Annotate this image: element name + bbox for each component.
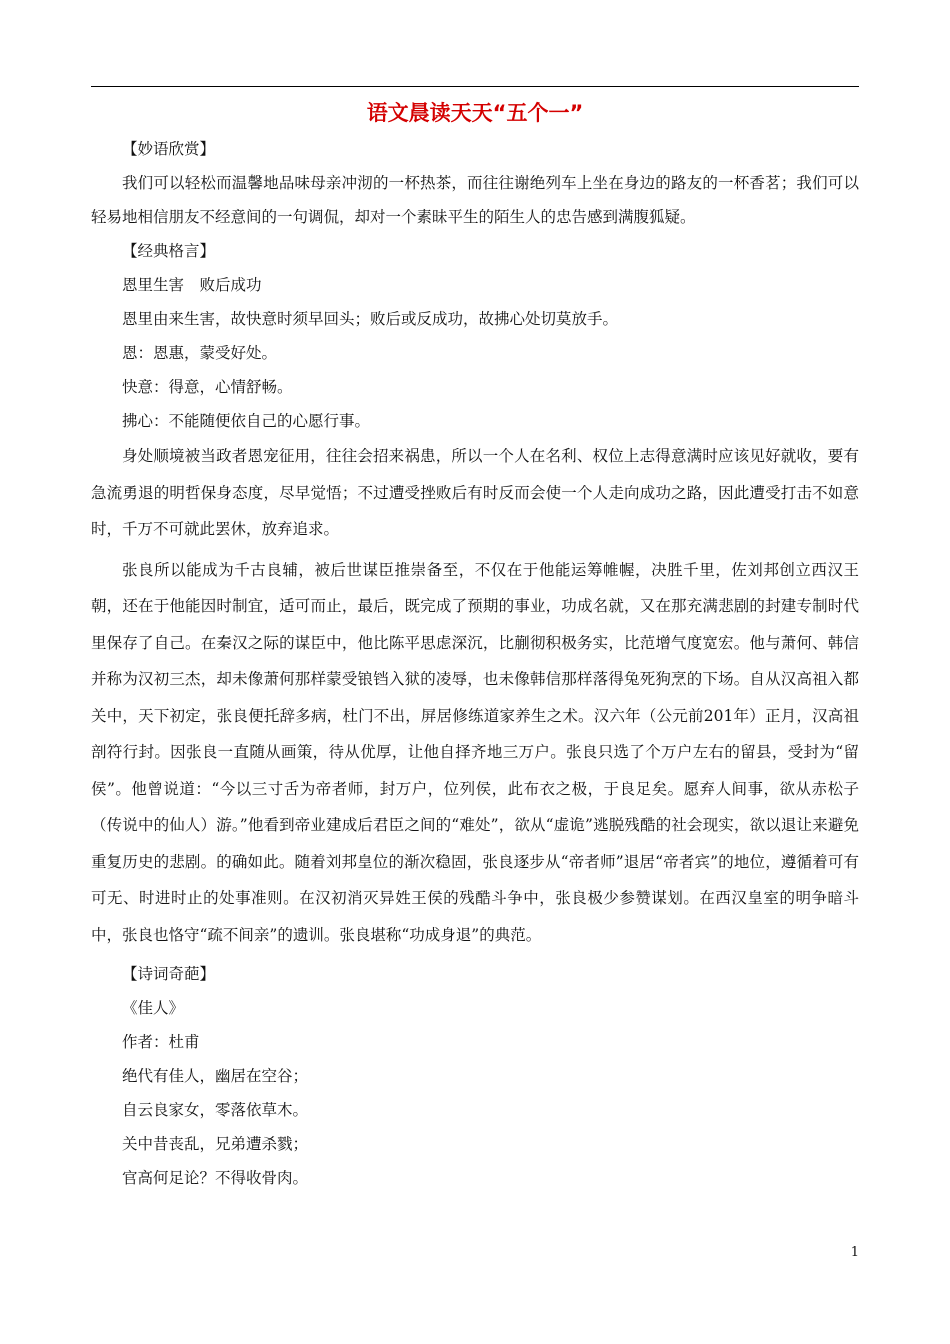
geyan-line: 快意：得意，心情舒畅。 <box>122 378 293 396</box>
section-heading-geyan: 【经典格言】 <box>122 242 216 260</box>
geyan-line: 恩里由来生害，故快意时须早回头；败后或反成功，故拂心处切莫放手。 <box>122 310 619 328</box>
miaoyu-paragraph: 我们可以轻松而温馨地品味母亲冲沏的一杯热茶，而往往谢绝列车上坐在身边的路友的一杯香茗；我们可以轻易地相信朋友不经意间的一句调侃，却对一个素昧平生的陌生人的忠告感到满腹狐疑。 <box>91 174 859 226</box>
section-heading-shici: 【诗词奇葩】 <box>122 965 216 983</box>
geyan-paragraph-1: 身处顺境被当政者恩宠征用，往往会招来祸患，所以一个人在名利、权位上志得意满时应该见好就收，要有急流勇退的明哲保身态度，尽早觉悟；不过遭受挫败后有时反而会使一个人走向成功之路，因此遭受打击不如意时，千万不可就此罢休，放弃追求。 <box>91 447 859 538</box>
geyan-paragraph-2: 张良所以能成为千古良辅，被后世谋臣推崇备至，不仅在于他能运筹帷幄，决胜千里，佐刘邦创立西汉王朝，还在于他能因时制宜，适可而止，最后，既完成了预期的事业，功成名就，又在那充满悲剧的封建专制时代里保存了自己。在秦汉之际的谋臣中，他比陈平思虑深沉，比蒯彻积极务实，比范增气度宽宏。他与萧何、韩信并称为汉初三杰，却未像萧何那样蒙受锒铛入狱的凌辱，也未像韩信那样落得兔死狗烹的下场。自从汉高祖入都关中，天下初定，张良便托辞多病，杜门不出，屏居修练道家养生之术。汉六年（公元前201年）正月，汉高祖剖符行封。因张良一直随从画策，待从优厚，让他自择齐地三万户。张良只选了个万户左右的留县，受封为“留侯”。他曾说道：“今以三寸舌为帝者师，封万户，位列侯，此布衣之极，于良足矣。愿弃人间事，欲从赤松子（传说中的仙人）游。”他看到帝业建成后君臣之间的“难处”，欲从“虚诡”逃脱残酷的社会现实，欲以退让来避免重复历史的悲剧。的确如此。随着刘邦皇位的渐次稳固，张良逐步从“帝者师”退居“帝者宾”的地位，遵循着可有可无、时进时止的处事准则。在汉初消灭异姓王侯的残酷斗争中，张良极少参赞谋划。在西汉皇室的明争暗斗中，张良也恪守“疏不间亲”的遗训。张良堪称“功成身退”的典范。 <box>91 560 859 944</box>
poem-line: 官高何足论？不得收骨肉。 <box>122 1169 309 1187</box>
poem-title: 《佳人》 <box>122 999 185 1017</box>
header-rule <box>91 86 859 87</box>
geyan-line: 恩里生害 败后成功 <box>122 276 262 294</box>
document-body <box>91 132 859 1195</box>
poem-line: 关中昔丧乱，兄弟遭杀戮； <box>122 1135 309 1153</box>
poem-author: 作者：杜甫 <box>122 1033 200 1051</box>
page-title: 语文晨读天天“五个一” <box>366 101 584 125</box>
poem-line: 自云良家女，零落依草木。 <box>122 1101 309 1119</box>
page-number: 1 <box>850 1245 859 1260</box>
poem-line: 绝代有佳人，幽居在空谷； <box>122 1067 309 1085</box>
geyan-line: 拂心：不能随便依自己的心愿行事。 <box>122 412 371 430</box>
geyan-line: 恩：恩惠，蒙受好处。 <box>122 344 278 362</box>
section-heading-miaoyu: 【妙语欣赏】 <box>122 140 216 158</box>
